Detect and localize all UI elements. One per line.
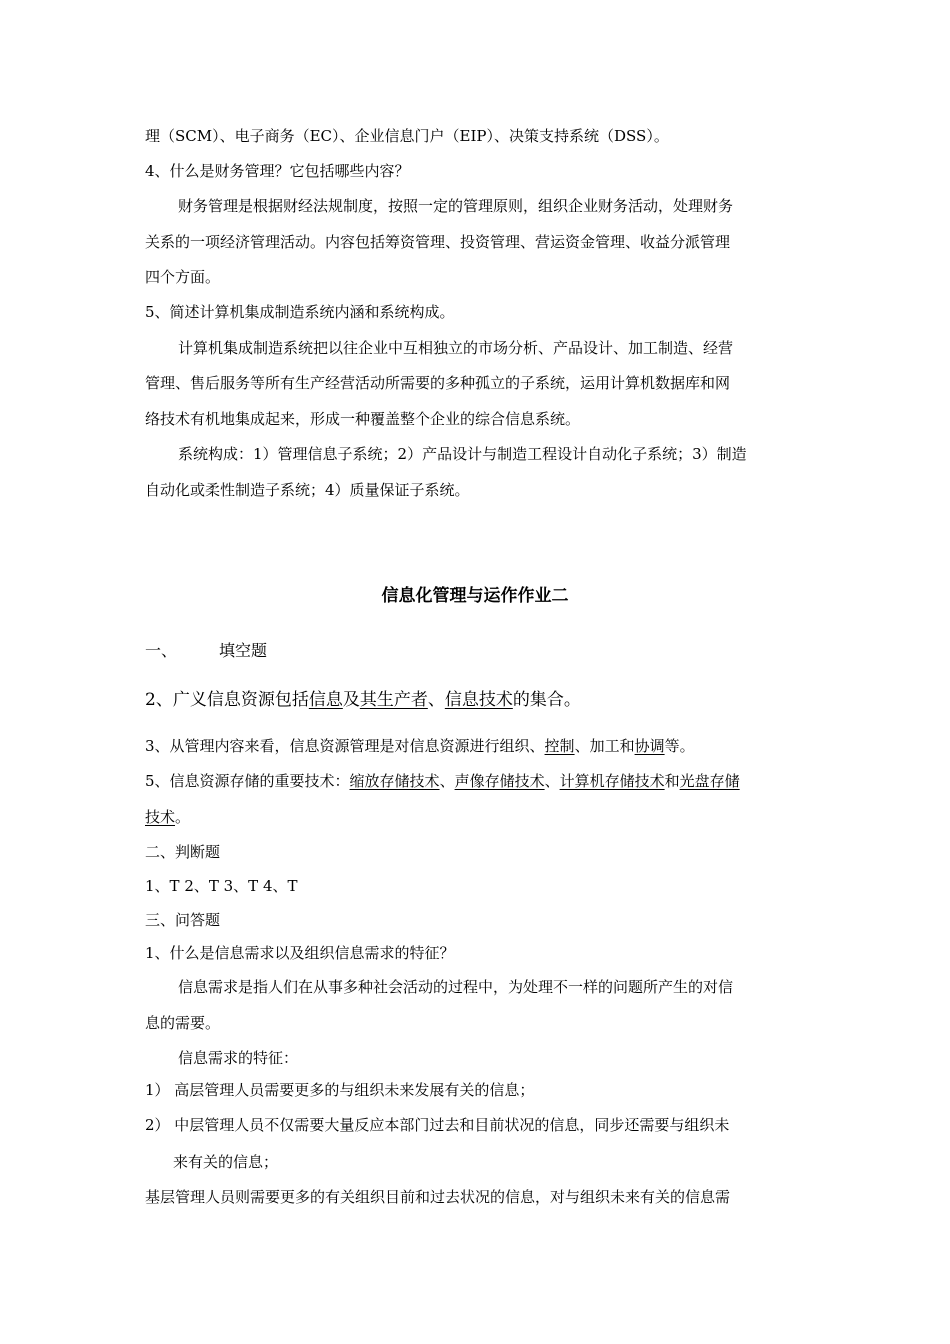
- answer-4-line: 四个方面。: [145, 268, 221, 286]
- section-3-heading: 三、问答题: [145, 911, 221, 929]
- answer-1-line: 信息需求的特征：: [178, 1049, 299, 1067]
- assignment-title: 信息化管理与运作作业二: [381, 586, 569, 606]
- fill-2-answer: 信息技术: [444, 690, 513, 710]
- section-2-heading: 二、判断题: [145, 843, 221, 861]
- fill-3: [145, 736, 695, 756]
- question-1: 1、什么是信息需求以及组织信息需求的特征？: [145, 944, 455, 962]
- fill-5-answer: 声像存储技术: [454, 772, 545, 790]
- fill-2-text: 2、广义信息资源包括: [145, 690, 309, 710]
- fill-2-text: 、: [427, 690, 445, 710]
- fill-2-text: 及: [342, 690, 360, 710]
- fill-3-text: 3、从管理内容来看，信息资源管理是对信息资源进行组织、: [145, 737, 545, 755]
- fill-5-text: 、: [544, 772, 560, 790]
- fill-5-answer: 技术: [145, 808, 176, 826]
- fill-3-text: 、加工和: [574, 737, 635, 755]
- fill-5: [145, 771, 740, 791]
- fill-5-answer: 光盘存储: [679, 772, 740, 790]
- answer-1-line: 信息需求是指人们在从事多种社会活动的过程中，为处理不一样的问题所产生的对信: [178, 978, 734, 996]
- question-4: 4、什么是财务管理？它包括哪些内容？: [145, 162, 410, 180]
- fill-3-answer: 控制: [544, 737, 575, 755]
- paragraph-line: 基层管理人员则需要更多的有关组织目前和过去状况的信息，对与组织未来有关的信息需: [145, 1188, 731, 1206]
- fill-2-answer: 其生产者: [359, 690, 428, 710]
- section-1-label: 填空题: [219, 641, 268, 660]
- fill-2-text: 的集合。: [512, 690, 581, 710]
- fill-5-text: 和: [664, 772, 680, 790]
- section-1-number: 一、: [145, 641, 178, 660]
- list-item-cont: 来有关的信息；: [173, 1153, 279, 1171]
- fill-2: [145, 688, 581, 712]
- list-item: 1） 高层管理人员需要更多的与组织未来发展有关的信息；: [145, 1081, 535, 1099]
- fill-5-text: 、: [439, 772, 455, 790]
- fill-3-answer: 协调: [634, 737, 665, 755]
- answer-5-line: 管理、售后服务等所有生产经营活动所需要的多种孤立的子系统，运用计算机数据库和网: [145, 374, 731, 392]
- list-item: 2） 中层管理人员不仅需要大量反应本部门过去和目前状况的信息，同步还需要与组织未: [145, 1116, 730, 1134]
- answer-5-line: 计算机集成制造系统把以往企业中互相独立的市场分析、产品设计、加工制造、经营: [178, 339, 734, 357]
- fill-5-answer: 缩放存储技术: [349, 772, 440, 790]
- fill-5-answer: 计算机存储技术: [559, 772, 665, 790]
- answer-4-line: 关系的一项经济管理活动。内容包括筹资管理、投资管理、营运资金管理、收益分派管理: [145, 233, 731, 251]
- answer-5-line: 络技术有机地集成起来，形成一种覆盖整个企业的综合信息系统。: [145, 410, 581, 428]
- answer-1-line: 息的需要。: [145, 1014, 221, 1032]
- fill-2-answer: 信息: [308, 690, 343, 710]
- fill-3-text: 等。: [664, 737, 695, 755]
- fill-5-text: 。: [175, 808, 191, 826]
- section-1-heading: [145, 641, 267, 661]
- paragraph-line: 理（SCM）、电子商务（EC）、企业信息门户（EIP）、决策支持系统（DSS）。: [145, 127, 669, 145]
- answer-5-line: 自动化或柔性制造子系统；4）质量保证子系统。: [145, 481, 470, 499]
- answer-4-line: 财务管理是根据财经法规制度，按照一定的管理原则，组织企业财务活动，处理财务: [178, 197, 734, 215]
- judge-answers: 1、T 2、T 3、T 4、T: [145, 877, 298, 895]
- fill-5-text: 5、信息资源存储的重要技术：: [145, 772, 350, 790]
- question-5: 5、简述计算机集成制造系统内涵和系统构成。: [145, 303, 455, 321]
- answer-5-line: 系统构成：1）管理信息子系统；2）产品设计与制造工程设计自动化子系统；3）制造: [178, 445, 747, 463]
- fill-5-cont: [145, 807, 190, 827]
